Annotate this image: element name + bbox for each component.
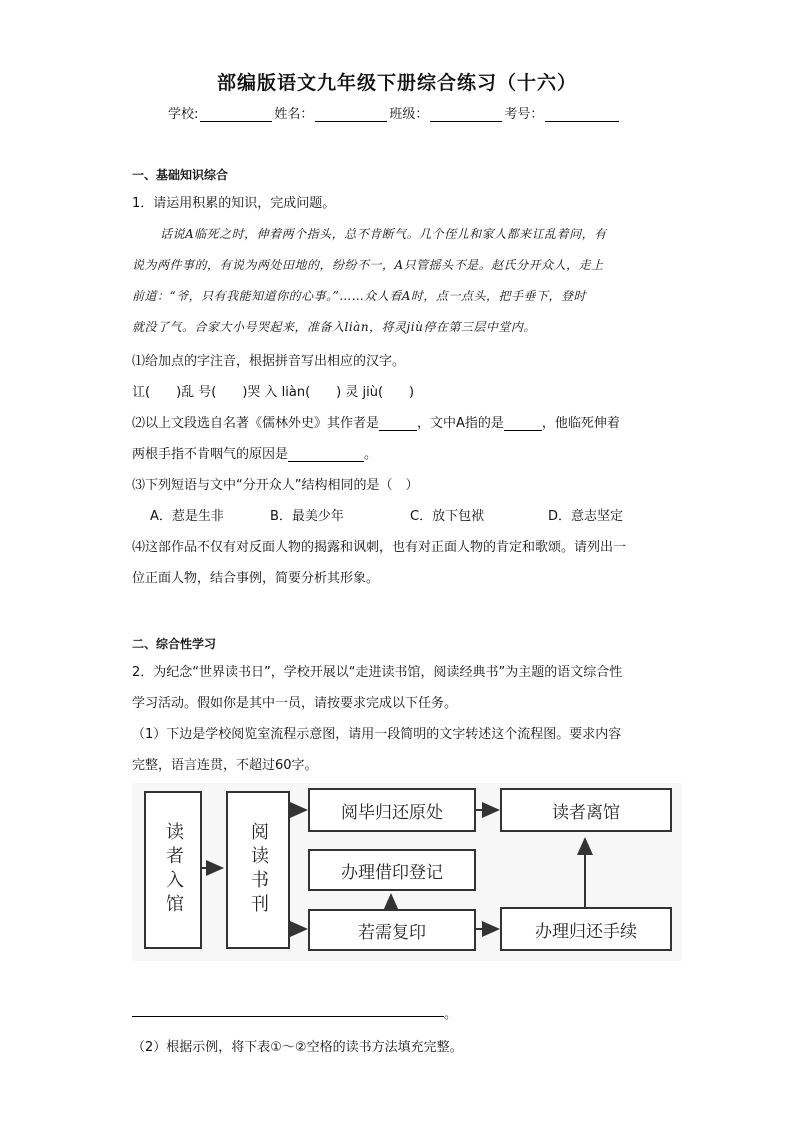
sub-question-1-items: 讧( )乱 号( )哭 入 liàn( ) 灵 jiù( ) (132, 385, 415, 400)
task-2: （2）根据示例，将下表①～②空格的读书方法填充完整。 (132, 1040, 463, 1055)
section1-heading: 一、基础知识综合 (132, 168, 229, 182)
reading-room-flowchart (132, 783, 682, 961)
sub-question-2-line-2 (132, 443, 377, 462)
box-reader-leave: 读者离馆 (500, 788, 672, 832)
author-blank[interactable] (379, 417, 417, 431)
school-label: 学校: (168, 107, 199, 122)
task-1-line-2: 完整，语言连贯，不超过60字。 (132, 758, 318, 773)
box-reader-enter: 读者入馆 (144, 791, 202, 949)
reason-blank[interactable] (288, 448, 364, 462)
name-label: 姓名： (274, 107, 314, 122)
box-if-copy-needed: 若需复印 (308, 909, 476, 951)
page-title: 部编版语文九年级下册综合练习（十六） (216, 72, 577, 94)
sub-question-2 (132, 412, 620, 431)
sub2-text-d: 两根手指不肯咽气的原因是 (132, 447, 289, 462)
question-2-line-2: 学习活动。假如你是其中一员，请按要求完成以下任务。 (132, 696, 458, 711)
answer-line[interactable] (132, 1016, 444, 1017)
option-c[interactable]: C．放下包袱 (410, 509, 485, 524)
sub-question-1: ⑴给加点的字注音，根据拼音写出相应的汉字。 (132, 354, 406, 369)
sub-question-3: ⑶下列短语与文中“分开众人”结构相同的是（ ） (132, 478, 419, 493)
school-blank[interactable] (200, 107, 272, 122)
exam-no-label: 考号： (504, 107, 544, 122)
answer-end-mark: 。 (444, 1007, 458, 1022)
class-blank[interactable] (430, 107, 502, 122)
exam-no-blank[interactable] (545, 107, 619, 122)
passage-line-4: 就没了气。合家大小号哭起来，准备入liàn，将灵jiù停在第三层中堂内。 (132, 320, 536, 334)
question-1: 1．请运用积累的知识，完成问题。 (132, 196, 336, 211)
option-a[interactable]: A．惹是生非 (150, 509, 224, 524)
option-d[interactable]: D．意志坚定 (548, 509, 624, 524)
box-read-books: 阅读书刊 (226, 791, 290, 949)
box-copy-registration: 办理借印登记 (308, 849, 476, 891)
sub2-text-e: 。 (364, 447, 378, 462)
sub-question-4-line-2: 位正面人物，结合事例，简要分析其形象。 (132, 571, 380, 586)
option-b[interactable]: B．最美少年 (270, 509, 344, 524)
sub2-text-c: ，他临死伸着 (541, 416, 620, 431)
name-blank[interactable] (315, 107, 387, 122)
question-2-line-1: 2．为纪念“世界读书日”，学校开展以“走进读书馆，阅读经典书”为主题的语文综合性 (132, 665, 623, 680)
passage-line-3: 前道：“爷，只有我能知道你的心事。”……众人看A时，点一点头，把手垂下，登时 (132, 289, 586, 303)
sub2-text-b: ，文中A指的是 (417, 416, 504, 431)
student-info-row (168, 103, 621, 122)
box-return-procedure: 办理归还手续 (500, 907, 672, 951)
class-label: 班级： (389, 107, 429, 122)
a-refers-blank[interactable] (504, 417, 542, 431)
sub-question-4-line-1: ⑷这部作品不仅有对反面人物的揭露和讽刺，也有对正面人物的肯定和歌颂。请列出一 (132, 540, 627, 555)
passage-line-1: 话说A临死之时，伸着两个指头，总不肯断气。几个侄儿和家人都来讧乱着问，有 (160, 227, 607, 241)
task-1-line-1: （1）下边是学校阅览室流程示意图，请用一段简明的文字转述这个流程图。要求内容 (132, 727, 622, 742)
passage-line-2: 说为两件事的，有说为两处田地的，纷纷不一，A只管摇头不是。赵氏分开众人，走上 (132, 258, 604, 272)
box-return-original-place: 阅毕归还原处 (308, 788, 476, 832)
section2-heading: 二、综合性学习 (132, 637, 217, 651)
sub2-text-a: ⑵以上文段选自名著《儒林外史》其作者是 (132, 416, 380, 431)
